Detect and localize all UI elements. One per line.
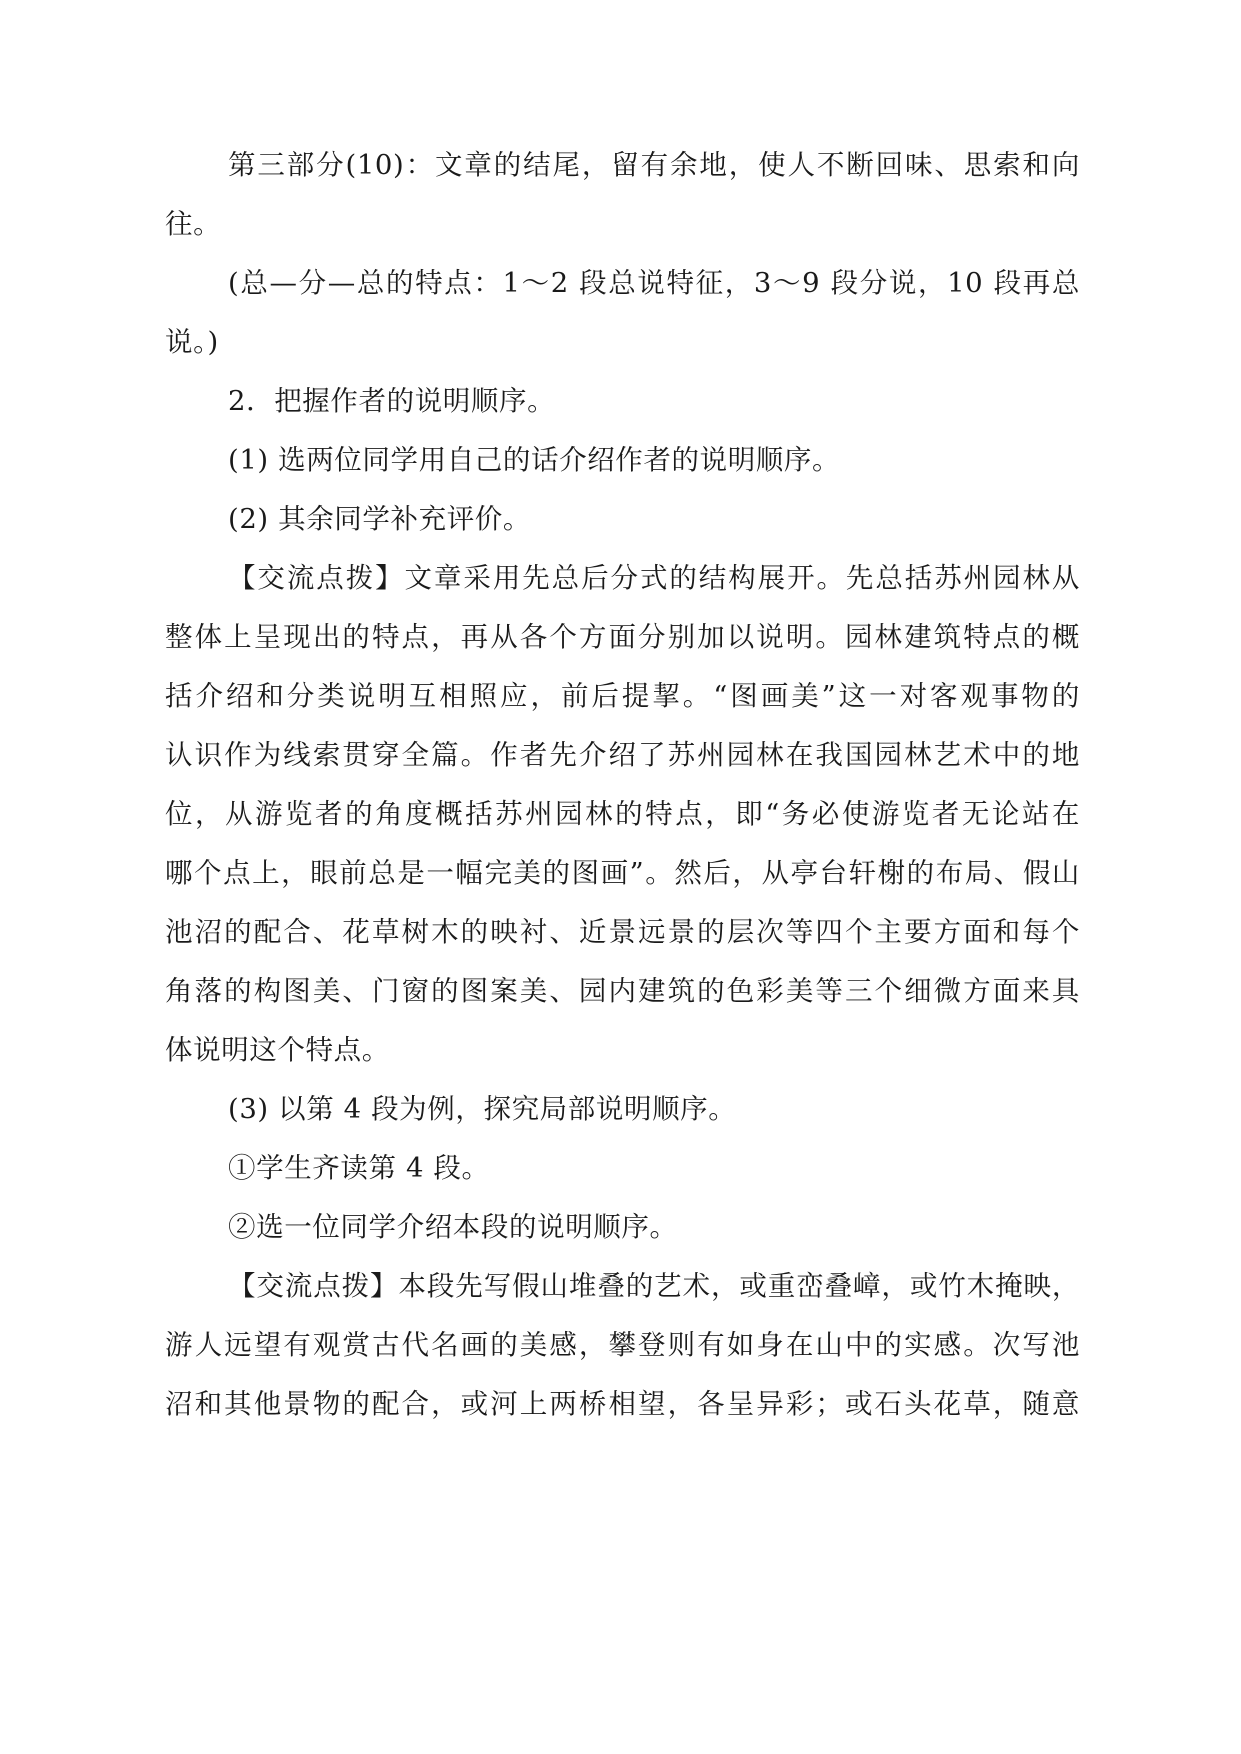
paragraph-line: 池沼的配合、花草树木的映衬、近景远景的层次等四个主要方面和每个	[165, 916, 1080, 948]
paragraph-line: 【交流点拨】文章采用先总后分式的结构展开。先总括苏州园林从	[228, 562, 1080, 594]
paragraph-line: 说。)	[165, 326, 219, 358]
paragraph-line: 认识作为线索贯穿全篇。作者先介绍了苏州园林在我国园林艺术中的地	[165, 739, 1080, 771]
paragraph-line: 角落的构图美、门窗的图案美、园内建筑的色彩美等三个细微方面来具	[165, 975, 1080, 1007]
paragraph-line: 位，从游览者的角度概括苏州园林的特点，即“务必使游览者无论站在	[165, 798, 1080, 830]
section-heading: 2．把握作者的说明顺序。	[228, 385, 556, 417]
paragraph-line: ①学生齐读第 4 段。	[228, 1152, 490, 1184]
paragraph-line: 括介绍和分类说明互相照应，前后提挈。“图画美”这一对客观事物的	[165, 680, 1080, 712]
paragraph-line: (1) 选两位同学用自己的话介绍作者的说明顺序。	[228, 444, 841, 476]
paragraph-line: 沼和其他景物的配合，或河上两桥相望，各呈异彩；或石头花草，随意	[165, 1388, 1080, 1420]
paragraph-line: 体说明这个特点。	[165, 1034, 390, 1066]
paragraph-line: 往。	[165, 208, 222, 240]
paragraph-line: (3) 以第 4 段为例，探究局部说明顺序。	[228, 1093, 737, 1125]
paragraph-line: 游人远望有观赏古代名画的美感，攀登则有如身在山中的实感。次写池	[165, 1329, 1080, 1361]
paragraph-line: ②选一位同学介绍本段的说明顺序。	[228, 1211, 678, 1243]
paragraph-line: 整体上呈现出的特点，再从各个方面分别加以说明。园林建筑特点的概	[165, 621, 1080, 653]
paragraph-line: 第三部分(10)：文章的结尾，留有余地，使人不断回味、思索和向	[228, 149, 1080, 181]
paragraph-line: 【交流点拨】本段先写假山堆叠的艺术，或重峦叠嶂，或竹木掩映，	[228, 1270, 1080, 1302]
paragraph-line: (总—分—总的特点：1～2 段总说特征，3～9 段分说，10 段再总	[228, 267, 1080, 299]
paragraph-line: 哪个点上，眼前总是一幅完美的图画”。然后，从亭台轩榭的布局、假山	[165, 857, 1080, 889]
paragraph-line: (2) 其余同学补充评价。	[228, 503, 531, 535]
